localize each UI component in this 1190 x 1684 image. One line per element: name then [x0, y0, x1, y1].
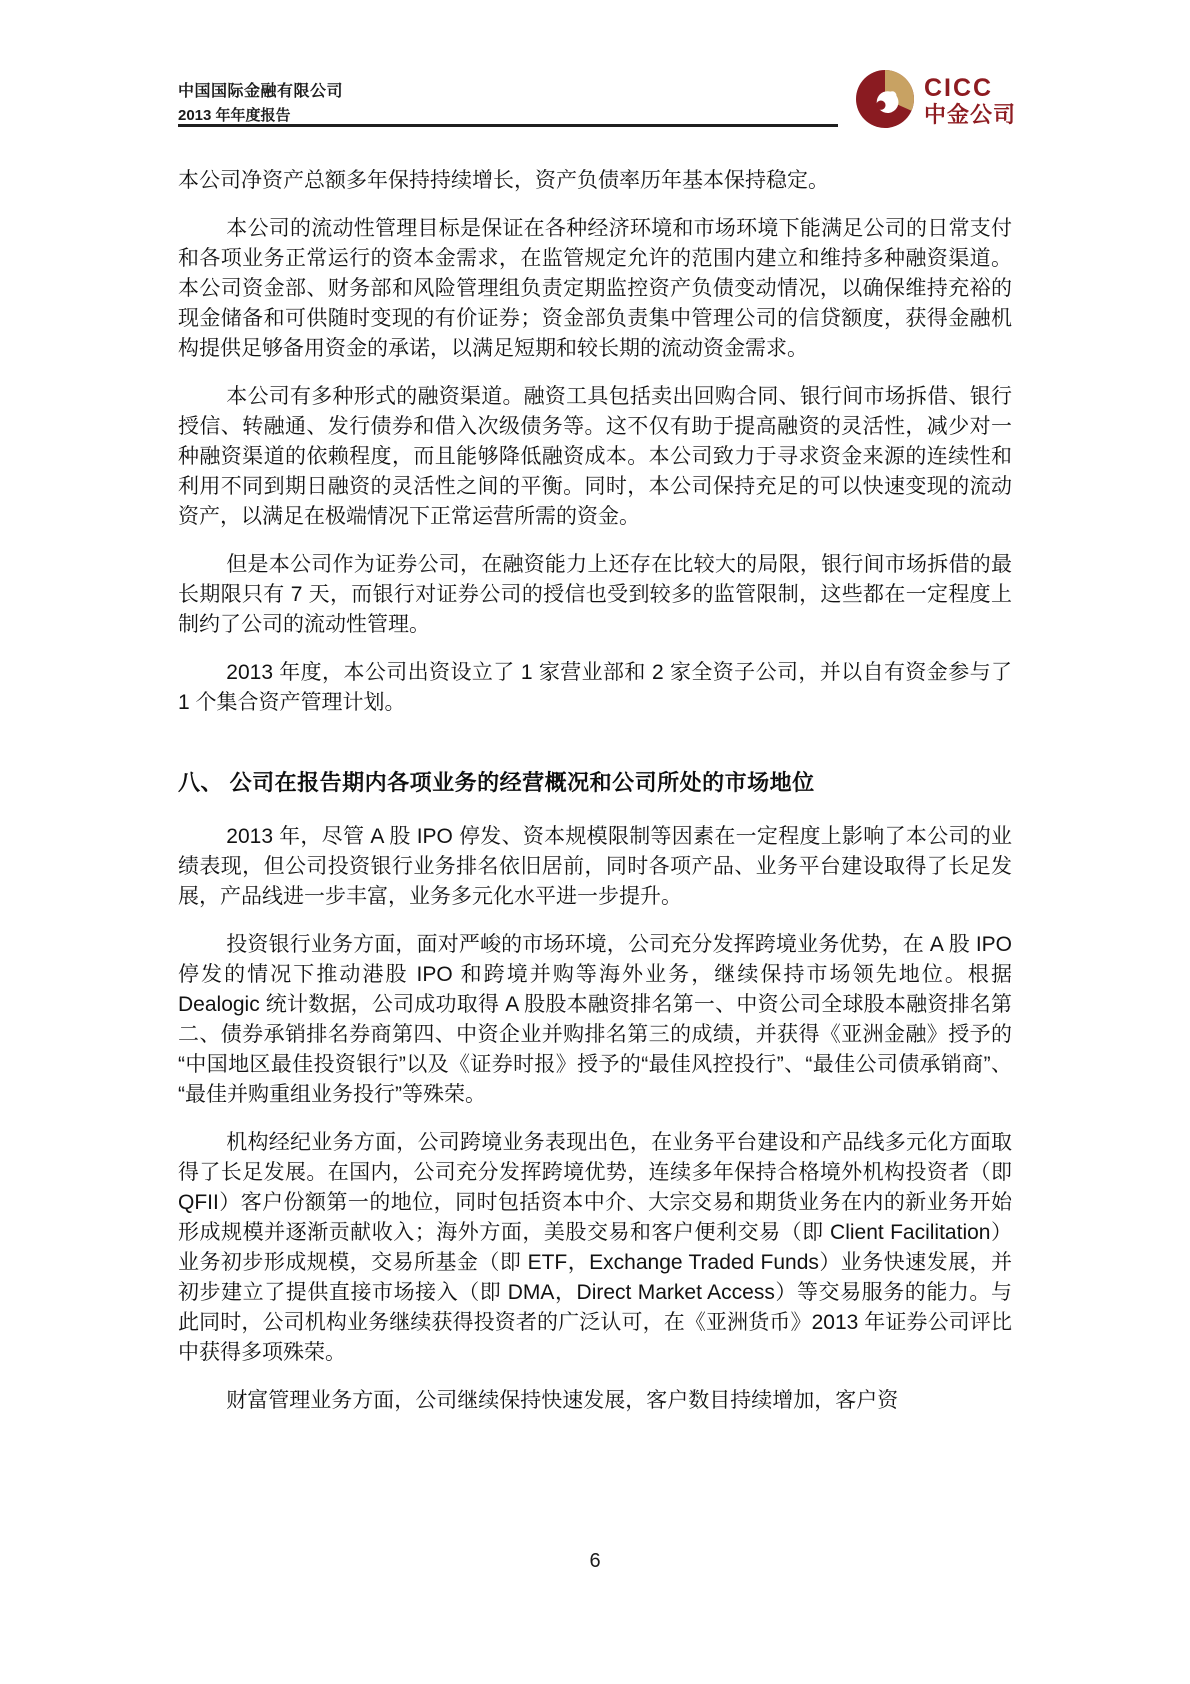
page-number: 6 [589, 1550, 601, 1572]
page-header [178, 82, 343, 126]
paragraph-wealth-management: 财富管理业务方面，公司继续保持快速发展，客户数目持续增加，客户资 [226, 1389, 899, 1412]
paragraph-net-assets: 本公司净资产总额多年保持持续增长，资产负债率历年基本保持稳定。 [178, 169, 829, 192]
paragraph-financing-limits: 但是本公司作为证券公司，在融资能力上还存在比较大的局限，银行间市场拆借的最长期限只有 7 天，而银行对证券公司的授信也受到较多的监管限制，这些都在一定程度上制约了公司的流动性管理。 [178, 553, 1012, 636]
paragraph-financing-channels: 本公司有多种形式的融资渠道。融资工具包括卖出回购合同、银行间市场拆借、银行授信、转融通、发行债券和借入次级债务等。这不仅有助于提高融资的灵活性，减少对一种融资渠道的依赖程度，而且能够降低融资成本。本公司致力于寻求资金来源的连续性和利用不同到期日融资的灵活性之间的平衡。同时，本公司保持充足的可以快速变现的流动资产，以满足在极端情况下正常运营所需的资金。 [178, 385, 1012, 528]
report-title: 2013 年年度报告 [178, 107, 291, 124]
paragraph-investment-banking: 投资银行业务方面，面对严峻的市场环境，公司充分发挥跨境业务优势，在 A 股 IPO 停发的情况下推动港股 IPO 和跨境并购等海外业务，继续保持市场领先地位。根据 Dealogic 统计数据，公司成功取得 A 股股本融资排名第一、中资公司全球股本融资排名第二、债券承销排名券商第四、中资企业并购排名第三的成绩，并获得《亚洲金融》授予的“中国地区最佳投资银行”以及《证券时报》授予的“最佳风控投行”、“最佳公司债承销商”、“最佳并购重组业务投行”等殊荣。 [178, 933, 1012, 1106]
cicc-logo-text [924, 76, 1016, 126]
document-body [178, 166, 1012, 1434]
company-name: 中国国际金融有限公司 [178, 83, 344, 100]
section-heading: 八、 公司在报告期内各项业务的经营概况和公司所处的市场地位 [178, 770, 815, 795]
logo-acronym: CICC [924, 74, 994, 102]
header-rule [178, 124, 838, 127]
logo-company-name: 中金公司 [924, 102, 1017, 127]
paragraph-institutional-brokerage: 机构经纪业务方面，公司跨境业务表现出色，在业务平台建设和产品线多元化方面取得了长足发展。在国内，公司充分发挥跨境优势，连续多年保持合格境外机构投资者（即 QFII）客户份额第一的地位，同时包括资本中介、大宗交易和期货业务在内的新业务开始形成规模并逐渐贡献收入；海外方面，美股交易和客户便利交易（即 Client Facilitation）业务初步形成规模，交易所基金（即 ETF，Exchange Traded Funds）业务快速发展，并初步建立了提供直接市场接入（即 DMA，Direct Market Access）等交易服务的能力。与此同时，公司机构业务继续获得投资者的广泛认可，在《亚洲货币》2013 年证券公司评比中获得多项殊荣。 [178, 1131, 1012, 1364]
paragraph-2013-subsidiaries: 2013 年度，本公司出资设立了 1 家营业部和 2 家全资子公司，并以自有资金参与了 1 个集合资产管理计划。 [178, 661, 1012, 714]
paragraph-liquidity-management: 本公司的流动性管理目标是保证在各种经济环境和市场环境下能满足公司的日常支付和各项业务正常运行的资本金需求，在监管规定允许的范围内建立和维持多种融资渠道。本公司资金部、财务部和风险管理组负责定期监控资产负债变动情况，以确保维持充裕的现金储备和可供随时变现的有价证券；资金部负责集中管理公司的信贷额度，获得金融机构提供足够备用资金的承诺，以满足短期和较长期的流动资金需求。 [178, 217, 1012, 360]
paragraph-2013-overview: 2013 年，尽管 A 股 IPO 停发、资本规模限制等因素在一定程度上影响了本公司的业绩表现，但公司投资银行业务排名依旧居前，同时各项产品、业务平台建设取得了长足发展，产品线进一步丰富，业务多元化水平进一步提升。 [178, 825, 1012, 908]
cicc-logo-icon [856, 70, 914, 128]
